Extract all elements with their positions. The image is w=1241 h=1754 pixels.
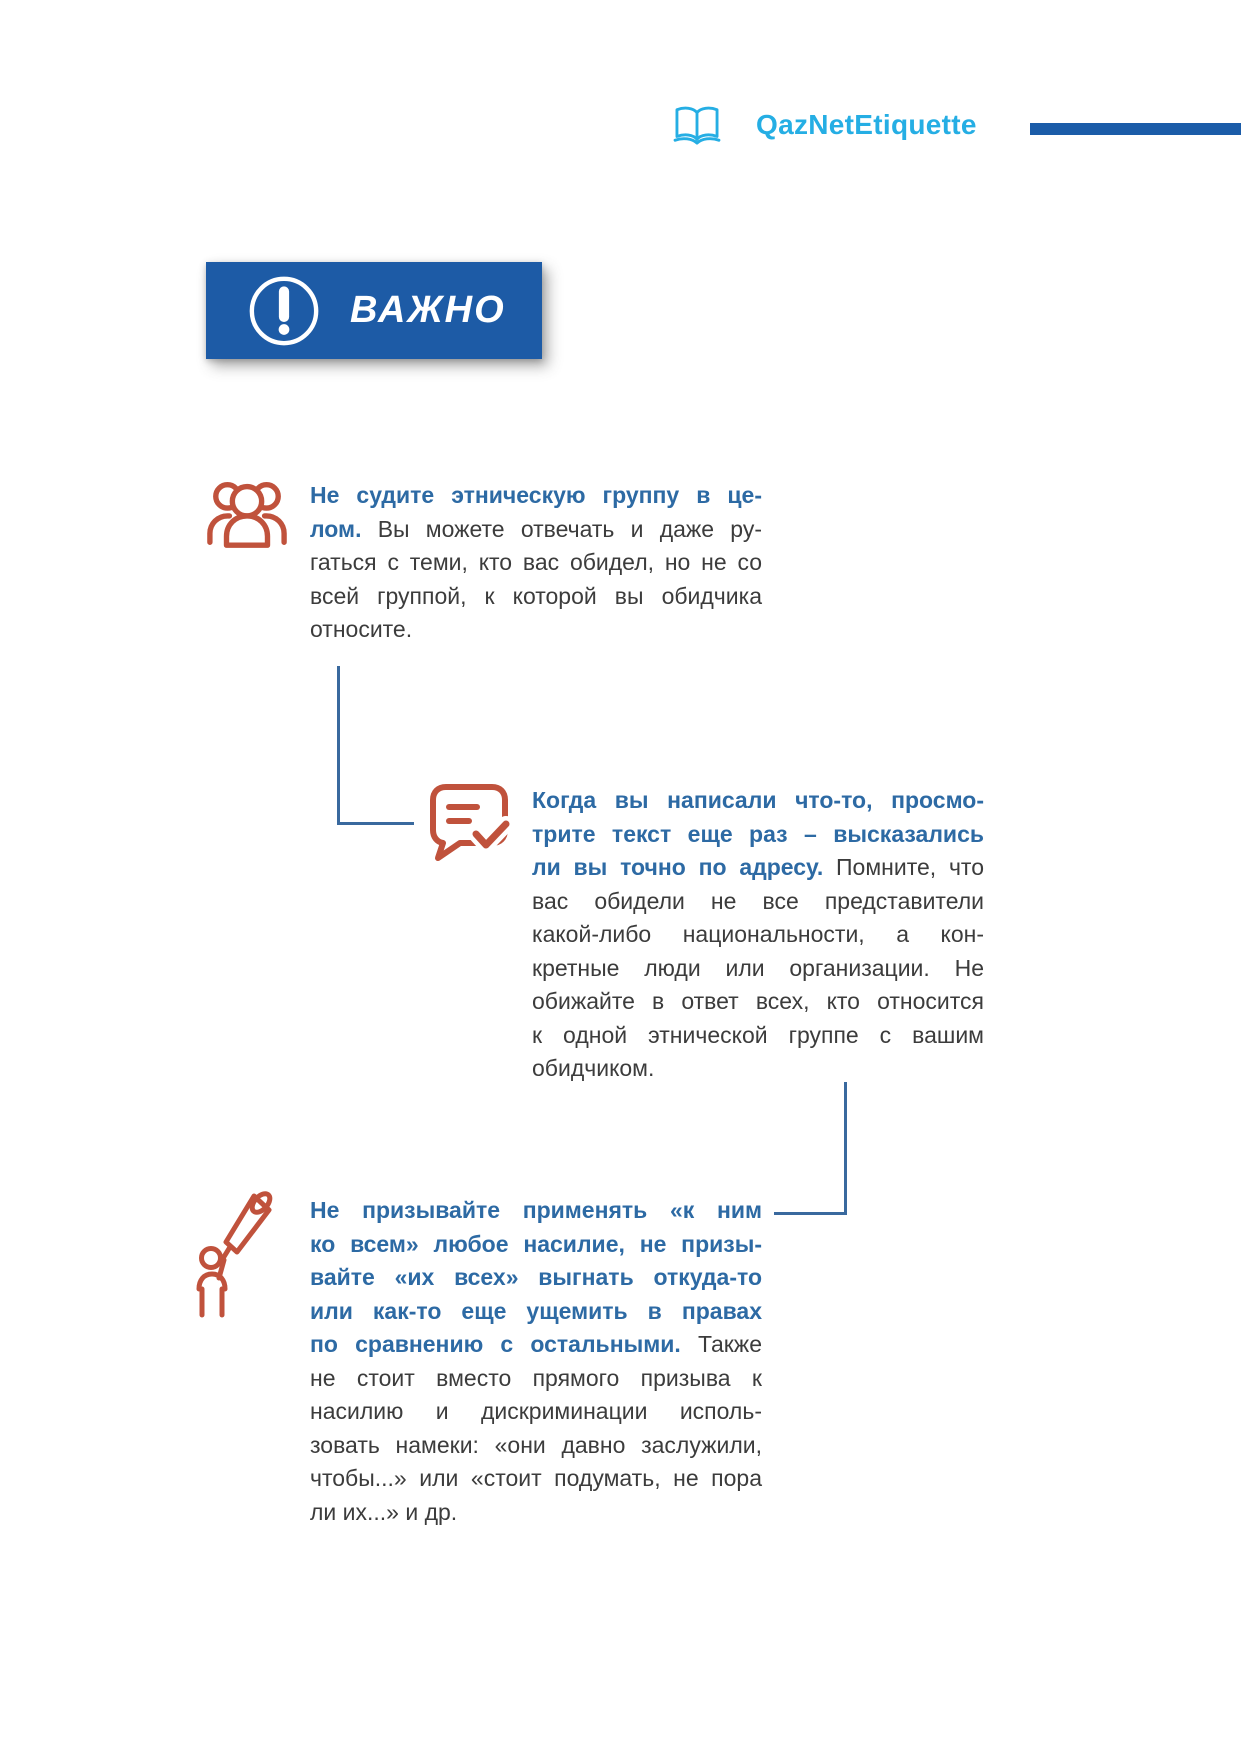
body-text: чтобы...» или «стоит подумать, не пора xyxy=(310,1465,762,1491)
body-text: обидчиком. xyxy=(532,1055,655,1081)
rule-paragraph-3 xyxy=(310,1194,762,1529)
text-line xyxy=(310,546,762,580)
highlight-text: ли вы точно по адресу. xyxy=(532,854,837,880)
body-text: к одной этнической группе с вашим xyxy=(532,1021,984,1048)
body-text: насилию и дискриминации исполь- xyxy=(310,1398,762,1424)
text-line xyxy=(532,1019,984,1053)
highlight-text: или как-то еще ущемить в правах xyxy=(310,1297,762,1324)
body-text: гаться с теми, кто вас обидел, но не со xyxy=(310,549,762,575)
rule-paragraph-2 xyxy=(532,784,984,1086)
text-line xyxy=(310,513,762,547)
rule-paragraph-1 xyxy=(310,479,762,647)
body-text: вас обидели не все представители xyxy=(532,887,984,914)
highlight-text: трите текст еще раз – высказались xyxy=(532,820,984,847)
highlight-text: Не призывайте применять «к ним xyxy=(310,1197,762,1223)
body-text: кретные люди или организации. Не xyxy=(532,954,984,981)
megaphone-person-icon xyxy=(194,1190,274,1318)
body-text: Вы можете отвечать и даже ру- xyxy=(377,515,762,542)
chat-review-icon xyxy=(424,780,514,864)
text-line xyxy=(532,784,984,818)
text-line xyxy=(310,479,762,513)
text-line xyxy=(310,1194,762,1228)
text-line xyxy=(532,1052,984,1086)
text-line xyxy=(532,885,984,919)
text-line xyxy=(310,1295,762,1329)
text-line xyxy=(532,985,984,1019)
highlight-text: по сравнению с остальными. xyxy=(310,1331,698,1357)
text-line xyxy=(532,851,984,885)
important-banner xyxy=(206,262,542,359)
connector-line xyxy=(337,822,414,825)
body-text: всей группой, к которой вы обидчика xyxy=(310,582,762,609)
banner-title: ВАЖНО xyxy=(350,289,506,331)
text-line xyxy=(310,1462,762,1496)
body-text: не стоит вместо прямого призыва к xyxy=(310,1364,762,1391)
highlight-text: Не судите этническую группу в це- xyxy=(310,482,762,508)
brand-title: QazNetEtiquette xyxy=(756,109,977,140)
text-line xyxy=(310,1362,762,1396)
highlight-text: вайте «их всех» выгнать откуда-то xyxy=(310,1264,762,1290)
text-line xyxy=(310,580,762,614)
connector-line xyxy=(774,1212,847,1215)
open-book-icon xyxy=(672,104,722,146)
highlight-text: Когда вы написали что-то, просмо- xyxy=(532,787,984,813)
text-line xyxy=(310,613,762,647)
body-text: относите. xyxy=(310,616,413,642)
body-text: какой-либо национальности, а кон- xyxy=(532,921,984,947)
text-line xyxy=(532,818,984,852)
text-line xyxy=(310,1429,762,1463)
text-line xyxy=(532,918,984,952)
text-line xyxy=(310,1328,762,1362)
text-line xyxy=(310,1395,762,1429)
highlight-text: лом. xyxy=(310,515,378,542)
exclamation-icon xyxy=(246,273,322,349)
connector-line xyxy=(844,1082,847,1215)
text-line xyxy=(310,1261,762,1295)
body-text: Помните, что xyxy=(836,854,984,880)
text-line xyxy=(310,1228,762,1262)
body-text: Также xyxy=(697,1331,762,1357)
text-line xyxy=(310,1496,762,1530)
text-line xyxy=(532,952,984,986)
connector-line xyxy=(337,666,340,825)
highlight-text: ко всем» любое насилие, не призы- xyxy=(310,1230,762,1257)
body-text: ли их...» и др. xyxy=(310,1498,458,1525)
body-text: обижайте в ответ всех, кто относится xyxy=(532,988,984,1014)
body-text: зовать намеки: «они давно заслужили, xyxy=(310,1431,762,1458)
people-group-icon xyxy=(206,472,288,552)
header-rule xyxy=(1030,123,1241,135)
